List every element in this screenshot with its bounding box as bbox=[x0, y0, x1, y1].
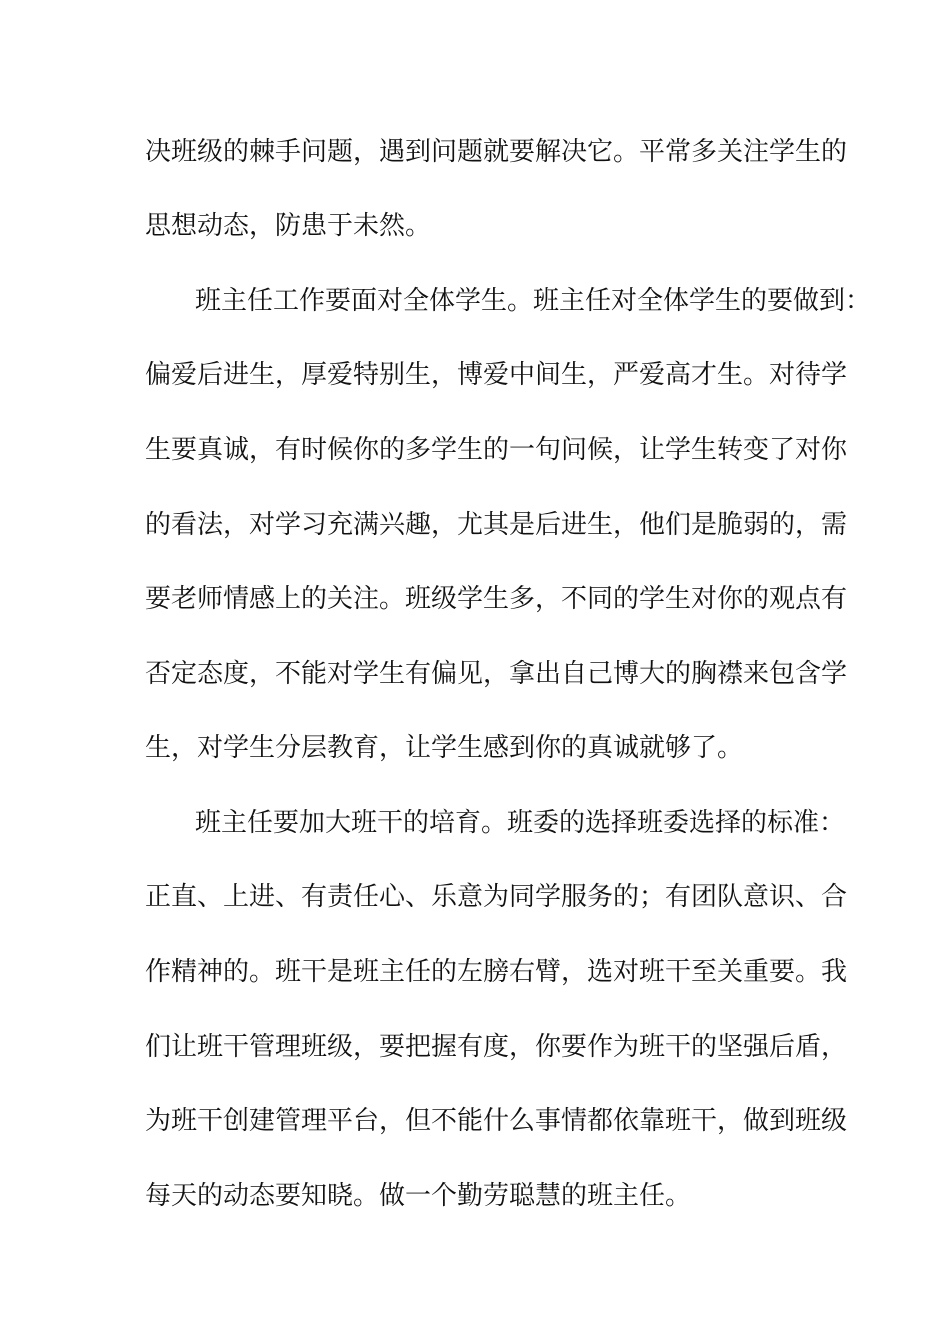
text-line: 的看法，对学习充满兴趣，尤其是后进生，他们是脆弱的，需 bbox=[145, 510, 848, 540]
text-line: 生要真诚，有时候你的多学生的一句问候，让学生转变了对你 bbox=[145, 435, 848, 465]
text-line: 否定态度，不能对学生有偏见，拿出自己博大的胸襟来包含学 bbox=[145, 659, 848, 689]
text-line: 为班干创建管理平台，但不能什么事情都依靠班干，做到班级 bbox=[145, 1106, 848, 1136]
text-line: 们让班干管理班级，要把握有度，你要作为班干的坚强后盾， bbox=[145, 1032, 848, 1062]
paragraph-start-line: 班主任要加大班干的培育。班委的选择班委选择的标准： bbox=[195, 808, 846, 838]
text-line: 要老师情感上的关注。班级学生多，不同的学生对你的观点有 bbox=[145, 584, 848, 614]
text-line: 每天的动态要知晓。做一个勤劳聪慧的班主任。 bbox=[145, 1181, 692, 1211]
paragraph-start-line: 班主任工作要面对全体学生。班主任对全体学生的要做到： bbox=[195, 286, 872, 316]
text-line: 作精神的。班干是班主任的左膀右臂，选对班干至关重要。我 bbox=[145, 957, 848, 987]
text-line: 生，对学生分层教育，让学生感到你的真诚就够了。 bbox=[145, 733, 744, 763]
text-line: 决班级的棘手问题，遇到问题就要解决它。平常多关注学生的 bbox=[145, 137, 848, 167]
text-line: 偏爱后进生，厚爱特别生，博爱中间生，严爱高才生。对待学 bbox=[145, 360, 848, 390]
text-line: 思想动态，防患于未然。 bbox=[145, 211, 432, 241]
text-line: 正直、上进、有责任心、乐意为同学服务的；有团队意识、合 bbox=[145, 882, 848, 912]
